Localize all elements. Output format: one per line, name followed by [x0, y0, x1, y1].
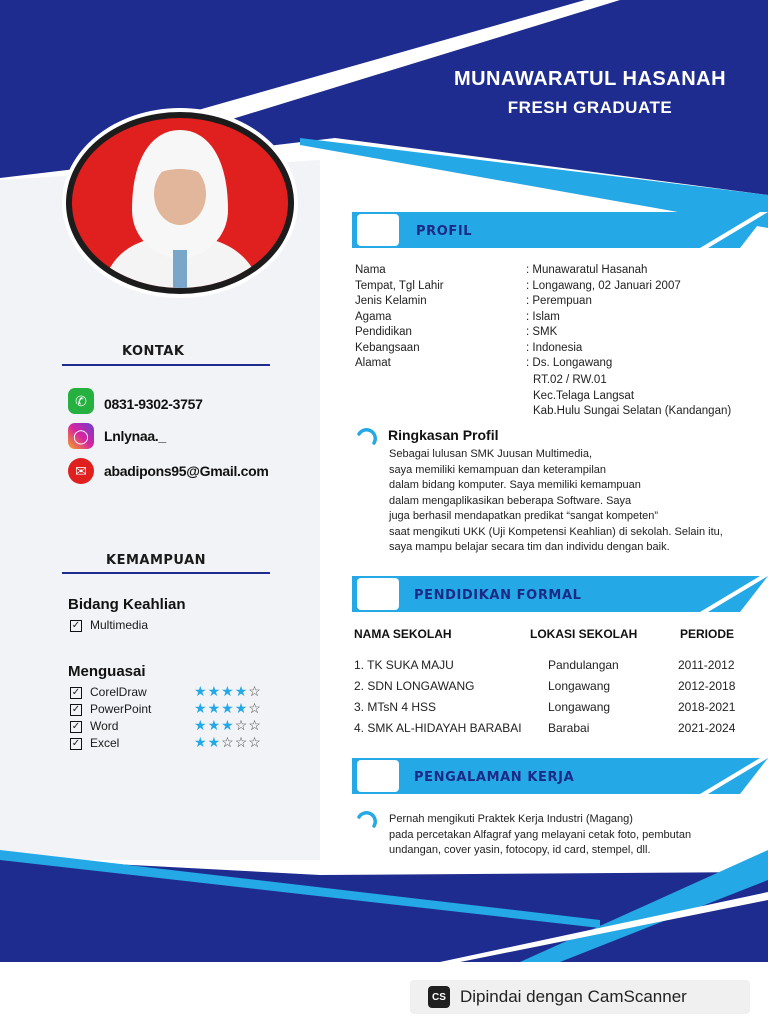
star-rating — [194, 734, 262, 751]
summary-line: dalam mengaplikasikan beberapa Software. Saya — [389, 494, 632, 507]
profile-label: Pendidikan — [355, 326, 412, 338]
whatsapp-icon: ✆ — [68, 388, 94, 414]
star-filled-icon: ★ — [194, 700, 208, 716]
star-filled-icon: ★ — [194, 717, 208, 733]
edu-header-location: LOKASI SEKOLAH — [530, 627, 638, 641]
check-icon: ✓ — [71, 619, 81, 631]
profile-label: Kebangsaan — [355, 341, 420, 354]
profile-row — [355, 294, 755, 310]
summary-line: saya memiliki kemampuan dan keterampilan — [389, 463, 607, 476]
profil-heading: PROFIL — [416, 224, 473, 239]
summary-text — [389, 447, 764, 556]
star-filled-icon: ★ — [207, 717, 222, 733]
contact-divider — [62, 364, 270, 366]
mastery-row — [70, 702, 300, 719]
experience-line: undangan, cover yasin, fotocopy, id card, stempel, dll. — [389, 844, 651, 856]
skill-name: PowerPoint — [90, 702, 152, 716]
profile-row — [355, 279, 755, 295]
address-line: Kec.Telaga Langsat — [533, 389, 635, 402]
profile-row — [355, 310, 755, 326]
address-line: RT.02 / RW.01 — [533, 374, 607, 386]
summary-line: dalam bidang komputer. Saya memiliki kemampuan — [389, 479, 641, 491]
experience-line: pada percetakan Alfagraf yang melayani cetak foto, pembutan — [389, 828, 692, 841]
mastery-label: Menguasai — [68, 663, 146, 680]
profile-row — [355, 356, 755, 372]
profile-value: : SMK — [526, 326, 558, 338]
star-empty-icon: ☆ — [248, 734, 262, 750]
profil-band — [352, 212, 768, 248]
star-filled-icon: ★ — [221, 683, 235, 699]
check-icon: ✓ — [71, 686, 81, 698]
star-rating — [194, 683, 262, 700]
star-filled-icon: ★ — [234, 683, 249, 699]
profile-value: : Perempuan — [526, 295, 592, 307]
profile-fields — [355, 263, 755, 372]
edu-location: Longawang — [548, 700, 611, 714]
star-empty-icon: ☆ — [248, 717, 262, 733]
summary-line: juga berhasil mendapatkan predikat “sangat kompeten” — [389, 510, 659, 522]
edu-header-school: NAMA SEKOLAH — [354, 627, 452, 641]
star-filled-icon: ★ — [207, 700, 222, 716]
star-empty-icon: ☆ — [221, 734, 235, 750]
profile-value: : Longawang, 02 Januari 2007 — [526, 279, 681, 292]
profile-row — [355, 263, 755, 279]
star-filled-icon: ★ — [221, 700, 235, 716]
contact-heading: KONTAK — [122, 344, 185, 359]
star-filled-icon: ★ — [207, 734, 222, 750]
expertise-label: Bidang Keahlian — [68, 596, 186, 613]
summary-heading: Ringkasan Profil — [388, 427, 499, 443]
address-extra — [533, 373, 731, 420]
summary-line: Sebagai lulusan SMK Juusan Multimedia, — [389, 448, 593, 460]
star-filled-icon: ★ — [207, 683, 222, 699]
edu-school: 1. TK SUKA MAJU — [354, 658, 454, 672]
instagram-icon: ◯ — [68, 423, 94, 449]
profile-row — [355, 325, 755, 341]
edu-period: 2011-2012 — [678, 658, 735, 672]
summary-line: saat mengikuti UKK (Uji Kompetensi Keahlian) di sekolah. Selain itu, — [389, 525, 723, 538]
profile-label: Jenis Kelamin — [355, 295, 427, 307]
check-icon: ✓ — [71, 703, 81, 715]
star-filled-icon: ★ — [234, 700, 249, 716]
scanner-text: Dipindai dengan CamScanner — [460, 987, 687, 1006]
instagram-handle: Lnlynaa._ — [104, 428, 166, 444]
email-address: abadipons95@Gmail.com — [104, 463, 269, 479]
contact-instagram[interactable] — [68, 423, 166, 449]
profile-value: : Islam — [526, 310, 560, 323]
mastery-row — [70, 685, 300, 702]
education-table — [354, 627, 754, 747]
mastery-list — [70, 685, 300, 753]
edu-period: 2012-2018 — [678, 679, 736, 693]
profile-value: : Ds. Longawang — [526, 357, 613, 369]
summary-line: saya mampu belajar secara tim dan individu dengan baik. — [389, 541, 670, 553]
edu-period: 2021-2024 — [678, 721, 736, 735]
star-empty-icon: ☆ — [248, 700, 262, 716]
star-empty-icon: ☆ — [234, 717, 249, 733]
edu-school: 2. SDN LONGAWANG — [354, 679, 475, 693]
candidate-title: FRESH GRADUATE — [507, 98, 673, 117]
profile-label: Tempat, Tgl Lahir — [355, 279, 444, 292]
edu-period: 2018-2021 — [678, 700, 736, 714]
edu-location: Barabai — [548, 721, 590, 735]
edu-school: 3. MTsN 4 HSS — [354, 700, 437, 714]
camscanner-logo-icon: CS — [428, 986, 450, 1008]
candidate-name: MUNAWARATUL HASANAH — [453, 68, 727, 90]
profile-value: : Indonesia — [526, 341, 583, 354]
email-icon: ✉ — [68, 458, 94, 484]
skills-heading: KEMAMPUAN — [106, 553, 207, 568]
star-rating — [194, 700, 262, 717]
skill-name: Excel — [90, 736, 120, 750]
skill-name: Word — [90, 719, 119, 733]
edu-school: 4. SMK AL-HIDAYAH BARABAI — [354, 721, 522, 735]
scanner-watermark — [410, 980, 750, 1014]
experience-line: Pernah mengikuti Praktek Kerja Industri (Magang) — [389, 813, 633, 825]
mastery-row — [70, 719, 300, 736]
check-icon: ✓ — [71, 737, 81, 749]
summary-bullet-icon — [356, 425, 378, 447]
contact-email[interactable] — [68, 458, 269, 484]
person-illustration — [72, 118, 288, 288]
expertise-item: ✓ Multimedia — [71, 618, 149, 632]
star-filled-icon: ★ — [221, 717, 235, 733]
skill-name: CorelDraw — [90, 685, 147, 699]
mastery-row — [70, 736, 300, 753]
address-line: Kab.Hulu Sungai Selatan (Kandangan) — [533, 405, 732, 417]
edu-location: Pandulangan — [548, 658, 619, 672]
star-filled-icon: ★ — [194, 683, 208, 699]
phone-number: 0831-9302-3757 — [104, 396, 203, 412]
profile-value: : Munawaratul Hasanah — [526, 264, 648, 276]
profile-row — [355, 341, 755, 357]
edu-location: Longawang — [548, 679, 611, 693]
profile-photo — [66, 112, 294, 294]
profile-label: Agama — [355, 310, 392, 323]
profile-label: Nama — [355, 264, 386, 276]
experience-heading: PENGALAMAN KERJA — [414, 770, 575, 785]
profile-label: Alamat — [355, 357, 391, 369]
star-empty-icon: ☆ — [248, 683, 262, 699]
skills-divider — [62, 572, 270, 574]
star-rating — [194, 717, 262, 734]
experience-bullet-icon — [356, 808, 378, 830]
education-heading: PENDIDIKAN FORMAL — [414, 588, 582, 603]
experience-text — [389, 812, 759, 859]
contact-phone[interactable] — [68, 388, 203, 414]
edu-header-period: PERIODE — [680, 627, 735, 641]
check-icon: ✓ — [71, 720, 81, 732]
star-filled-icon: ★ — [194, 734, 208, 750]
star-empty-icon: ☆ — [234, 734, 249, 750]
